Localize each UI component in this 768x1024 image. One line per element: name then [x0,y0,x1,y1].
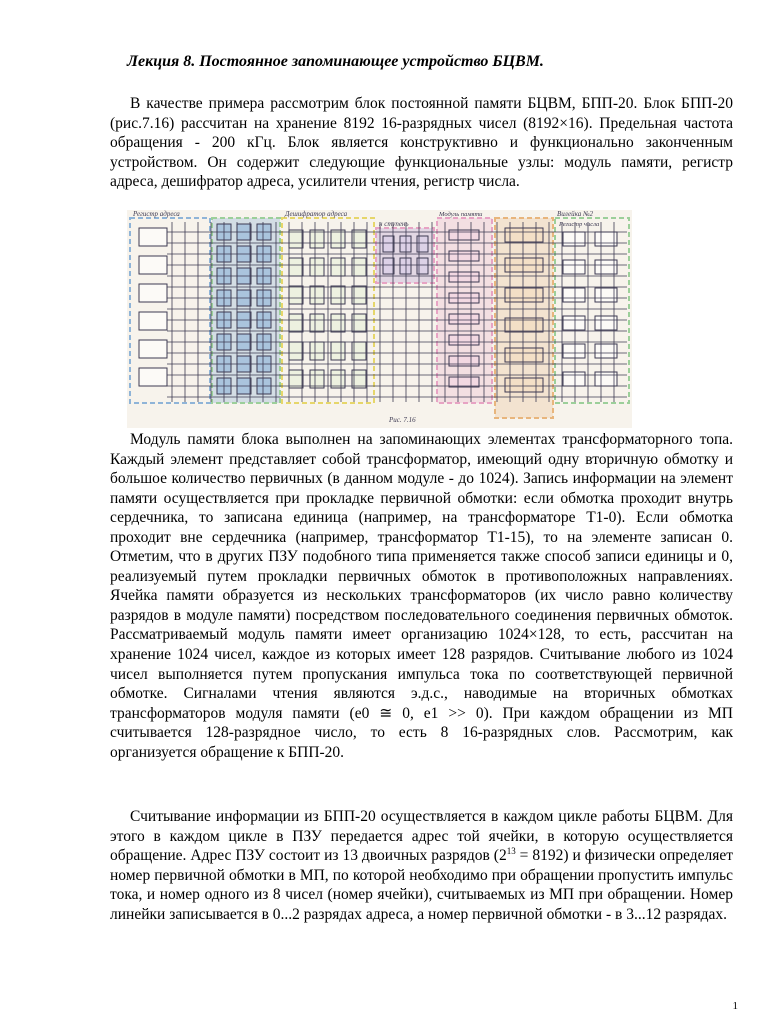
number-register-cell [563,288,585,302]
p3-text-b: = 8192) и физически определяет номер первичной обмотки в МП, по которой необходимо при обращении пропустить импульс тока, и номер одного из 8 чисел (номер ячейки), считываемых из МП при обращении. Номер линейки записывается в 0...2 разрядах адреса, а номер первичной обмотки - в 3...12 разрядах. [110,847,733,923]
stage-chip [383,258,394,274]
register-cell [139,340,167,358]
gate-chip [310,314,324,332]
paragraph-read-cycle [110,807,733,924]
transformer-core [449,230,479,240]
label-plug: Вилейка №2 [557,210,594,218]
paragraph-intro: В качестве примера рассмотрим блок постоянной памяти БЦВМ, БПП-20. Блок БПП-20 (рис.7.16) рассчитан на хранение 8192 16-разрядных чисел (8192×16). Предельная частота обращения - 200 кГц. Блок является конструктивно и функционально законченным устройством. Он содержит следующие функциональные узлы: модуль памяти, регистр адреса, дешифратор адреса, усилители чтения, регистр числа. [110,95,733,191]
number-register-cell [563,232,585,246]
gate-chip [331,230,345,248]
figure-caption: Рис. 7.16 [389,416,416,424]
transformer-core [449,272,479,282]
label-address-register: Регистр адреса [133,210,180,218]
sense-amp [505,288,543,302]
gate-chip [289,286,303,304]
sense-amp [505,348,543,362]
number-register-cell [563,372,585,386]
paragraph-memory-module: Модуль памяти блока выполнен на запоминающих элементах трансформаторного топа. Каждый элемент представляет собой трансформатор, имеющий одну вторичную обмотку и большое количество первичных (в данном модуле - до 1024). Запись информации на элемент памяти осуществляется при прокладке первичной обмотки: если обмотка проходит внутрь сердечника, то записана единица (например, на трансформаторе Т1-0). Если обмотка проходит вне сердечника (например, трансформатор Т1-15), то на элементе записан 0. Отметим, что в других ПЗУ подобного типа применяется также способ записи единицы и 0, реализуемый путем прокладки первичных обмоток в противоположных направлениях. Ячейка памяти образуется из нескольких трансформаторов (их число равно количеству разрядов в модуле памяти) посредством последовательного соединения первичных обмоток. Рассматриваемый модуль памяти имеет организацию 1024×128, то есть, рассчитан на хранение 1024 чисел, каждое из которых имеет 128 разрядов. Считывание любого из 1024 чисел выполняется путем пропускания импульса тока по соответствующей первичной обмотке. Сигналами чтения являются э.д.с., наводимые на вторичных обмотках трансформаторов модуля памяти (е0 ≅ 0, е1 >> 0). При каждом обращении из МП считывается 128-разрядное число, то есть 8 16-разрядных слов. Рассмотрим, как организуется обращение к БПП-20. [110,431,733,761]
register-cell [139,284,167,302]
page-number: 1 [732,1000,738,1012]
sense-amp [505,378,543,392]
sense-amp [505,228,543,242]
register-cell [139,368,167,386]
number-register-cell [563,260,585,274]
gate-chip [310,342,324,360]
gate-chip [289,258,303,276]
gate-chip [289,342,303,360]
gate-chip [310,258,324,276]
label-decoder: Дешифратор адреса [285,210,348,218]
number-register-cell [563,344,585,358]
register-cell [139,312,167,330]
register-cell [139,228,167,246]
stage-chip [400,258,411,274]
gate-chip [331,286,345,304]
circuit-diagram [127,210,632,428]
p3-superscript: 13 [506,845,516,856]
label-module: Модуль памяти [439,211,483,218]
gate-chip [289,370,303,388]
lecture-title: Лекция 8. Постоянное запоминающее устройство БЦВМ. [127,53,544,70]
circuit-diagram-figure [127,210,632,428]
gate-chip [310,230,324,248]
stage-chip [383,236,394,252]
p3-text-a: Считывание информации из БПП-20 осуществляется в каждом цикле работы БЦВМ. Для этого в каждом цикле в ПЗУ передается адрес той ячейки, в которую осуществляется обращение. Адрес ПЗУ состоит из 13 двоичных разрядов (2 [110,808,733,865]
transformer-core [449,251,479,261]
gate-chip [331,370,345,388]
register-cell [139,256,167,274]
transformer-core [449,314,479,324]
gate-chip [331,258,345,276]
gate-chip [289,314,303,332]
label-number-register: Регистр числа [559,221,600,228]
gate-chip [331,314,345,332]
gate-chip [310,370,324,388]
transformer-core [449,356,479,366]
number-register-cell [563,316,585,330]
label-stage: н ступень [379,220,409,228]
transformer-core [449,377,479,387]
stage-chip [400,236,411,252]
transformer-core [449,335,479,345]
gate-chip [310,286,324,304]
gate-chip [331,342,345,360]
gate-chip [289,230,303,248]
